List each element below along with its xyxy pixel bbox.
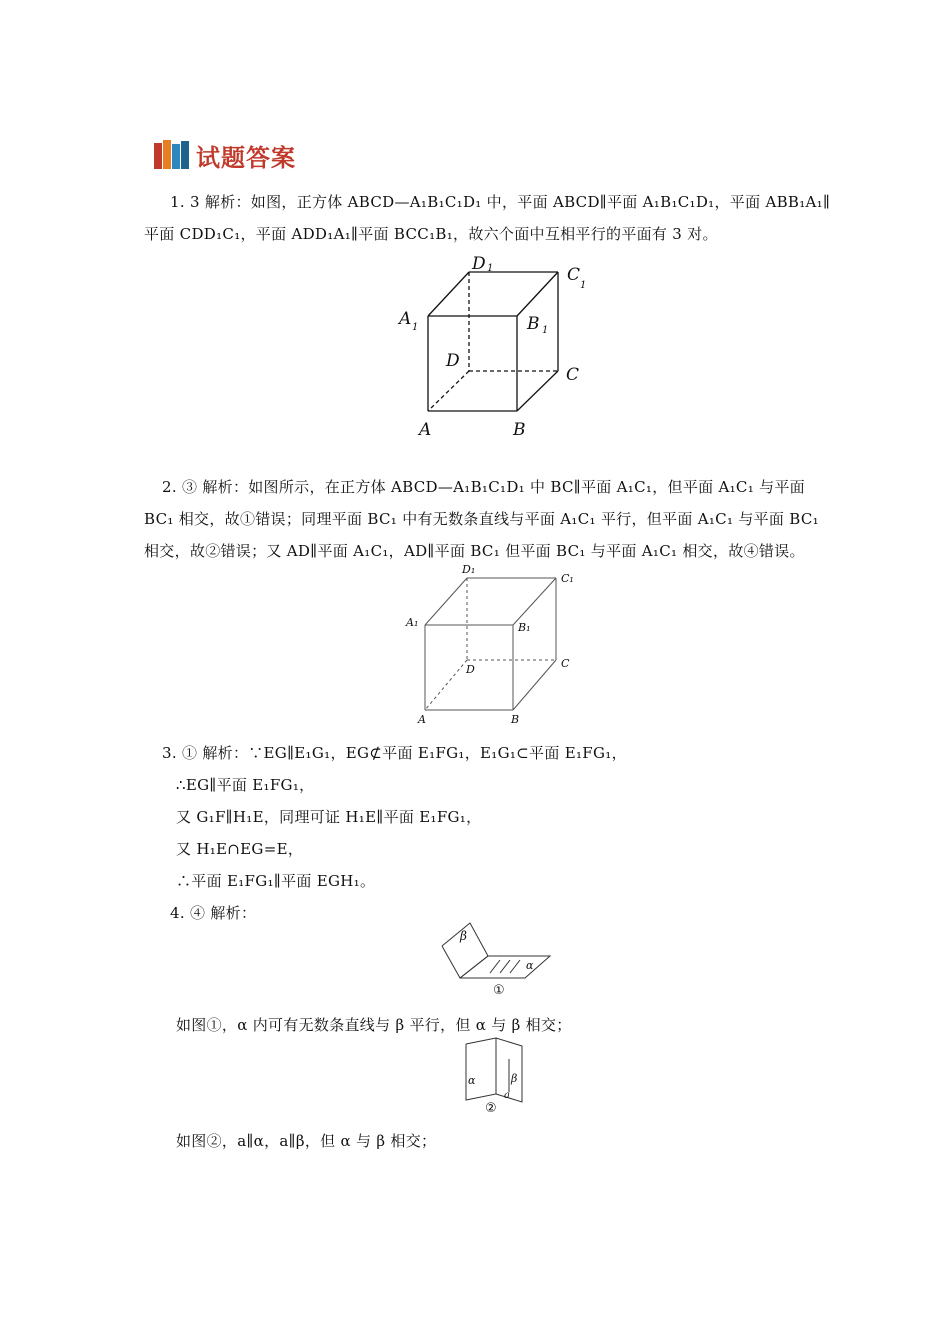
- q3-line-4: 又 H₁E∩EG=E，: [176, 840, 304, 858]
- q4-text-2: 如图②，a∥α，a∥β，但 α 与 β 相交；: [176, 1132, 437, 1150]
- label-b1-sub: 1: [542, 325, 549, 336]
- fig2-a: a: [504, 1090, 510, 1101]
- fig2-alpha: α: [468, 1074, 476, 1087]
- q1-line-1: 1. 3 解析：如图，正方体 ABCD—A₁B₁C₁D₁ 中，平面 ABCD∥平面 A₁B₁C₁D₁，平面 ABB₁A₁∥: [170, 193, 831, 211]
- plane-figure-2: [452, 1034, 572, 1114]
- cube-figure-1: [0, 250, 950, 450]
- label2-a1: A₁: [406, 616, 419, 629]
- label2-b: B: [511, 713, 520, 726]
- label-c1-sub: 1: [580, 280, 587, 291]
- label-c: C: [566, 365, 580, 385]
- books-icon: [152, 137, 192, 171]
- q4-line-1: 4. ④ 解析：: [170, 904, 257, 922]
- label-b1: B: [527, 314, 540, 334]
- label2-c1: C₁: [561, 572, 574, 585]
- label2-d: D: [466, 663, 475, 676]
- fig1-alpha: α: [526, 959, 534, 972]
- section-title: 试题答案: [196, 144, 296, 172]
- q4-text-1: 如图①，α 内可有无数条直线与 β 平行，但 α 与 β 相交；: [176, 1016, 572, 1034]
- plane-figure-1: [430, 918, 630, 998]
- q2-line-2: BC₁ 相交，故①错误；同理平面 BC₁ 中有无数条直线与平面 A₁C₁ 平行，但平面 A₁C₁ 与平面 BC₁: [144, 510, 819, 528]
- label-a1: A: [399, 309, 412, 329]
- label2-c: C: [561, 657, 570, 670]
- q3-line-5: ∴平面 E₁FG₁∥平面 EGH₁。: [176, 872, 376, 890]
- label-b: B: [513, 420, 526, 440]
- label2-d1: D₁: [462, 563, 476, 576]
- fig1-beta: β: [460, 929, 467, 943]
- q3-line-3: 又 G₁F∥H₁E，同理可证 H₁E∥平面 E₁FG₁，: [176, 808, 482, 826]
- cube-figure-2: [0, 560, 950, 730]
- label-a: A: [419, 420, 432, 440]
- q2-line-3: 相交，故②错误；又 AD∥平面 A₁C₁，AD∥平面 BC₁ 但平面 BC₁ 与平面 A₁C₁ 相交，故④错误。: [144, 542, 805, 560]
- label-d: D: [446, 351, 460, 371]
- fig2-caption: ②: [485, 1101, 497, 1116]
- label-a1-sub: 1: [412, 322, 419, 333]
- label-c1: C: [567, 265, 581, 285]
- q2-line-1: 2. ③ 解析：如图所示，在正方体 ABCD—A₁B₁C₁D₁ 中 BC∥平面 A₁C₁，但平面 A₁C₁ 与平面: [162, 478, 805, 496]
- q1-line-2: 平面 CDD₁C₁，平面 ADD₁A₁∥平面 BCC₁B₁，故六个面中互相平行的平面有 3 对。: [144, 225, 718, 243]
- label-d1: D: [472, 254, 486, 274]
- fig2-beta: β: [511, 1072, 518, 1085]
- q3-line-1: 3. ① 解析：∵EG∥E₁G₁，EG⊄平面 E₁FG₁，E₁G₁⊂平面 E₁FG₁，: [162, 744, 627, 762]
- label-d1-sub: 1: [487, 263, 494, 274]
- label2-a: A: [418, 713, 426, 726]
- q3-line-2: ∴EG∥平面 E₁FG₁，: [176, 776, 315, 794]
- fig1-caption: ①: [493, 983, 505, 998]
- label2-b1: B₁: [518, 621, 531, 634]
